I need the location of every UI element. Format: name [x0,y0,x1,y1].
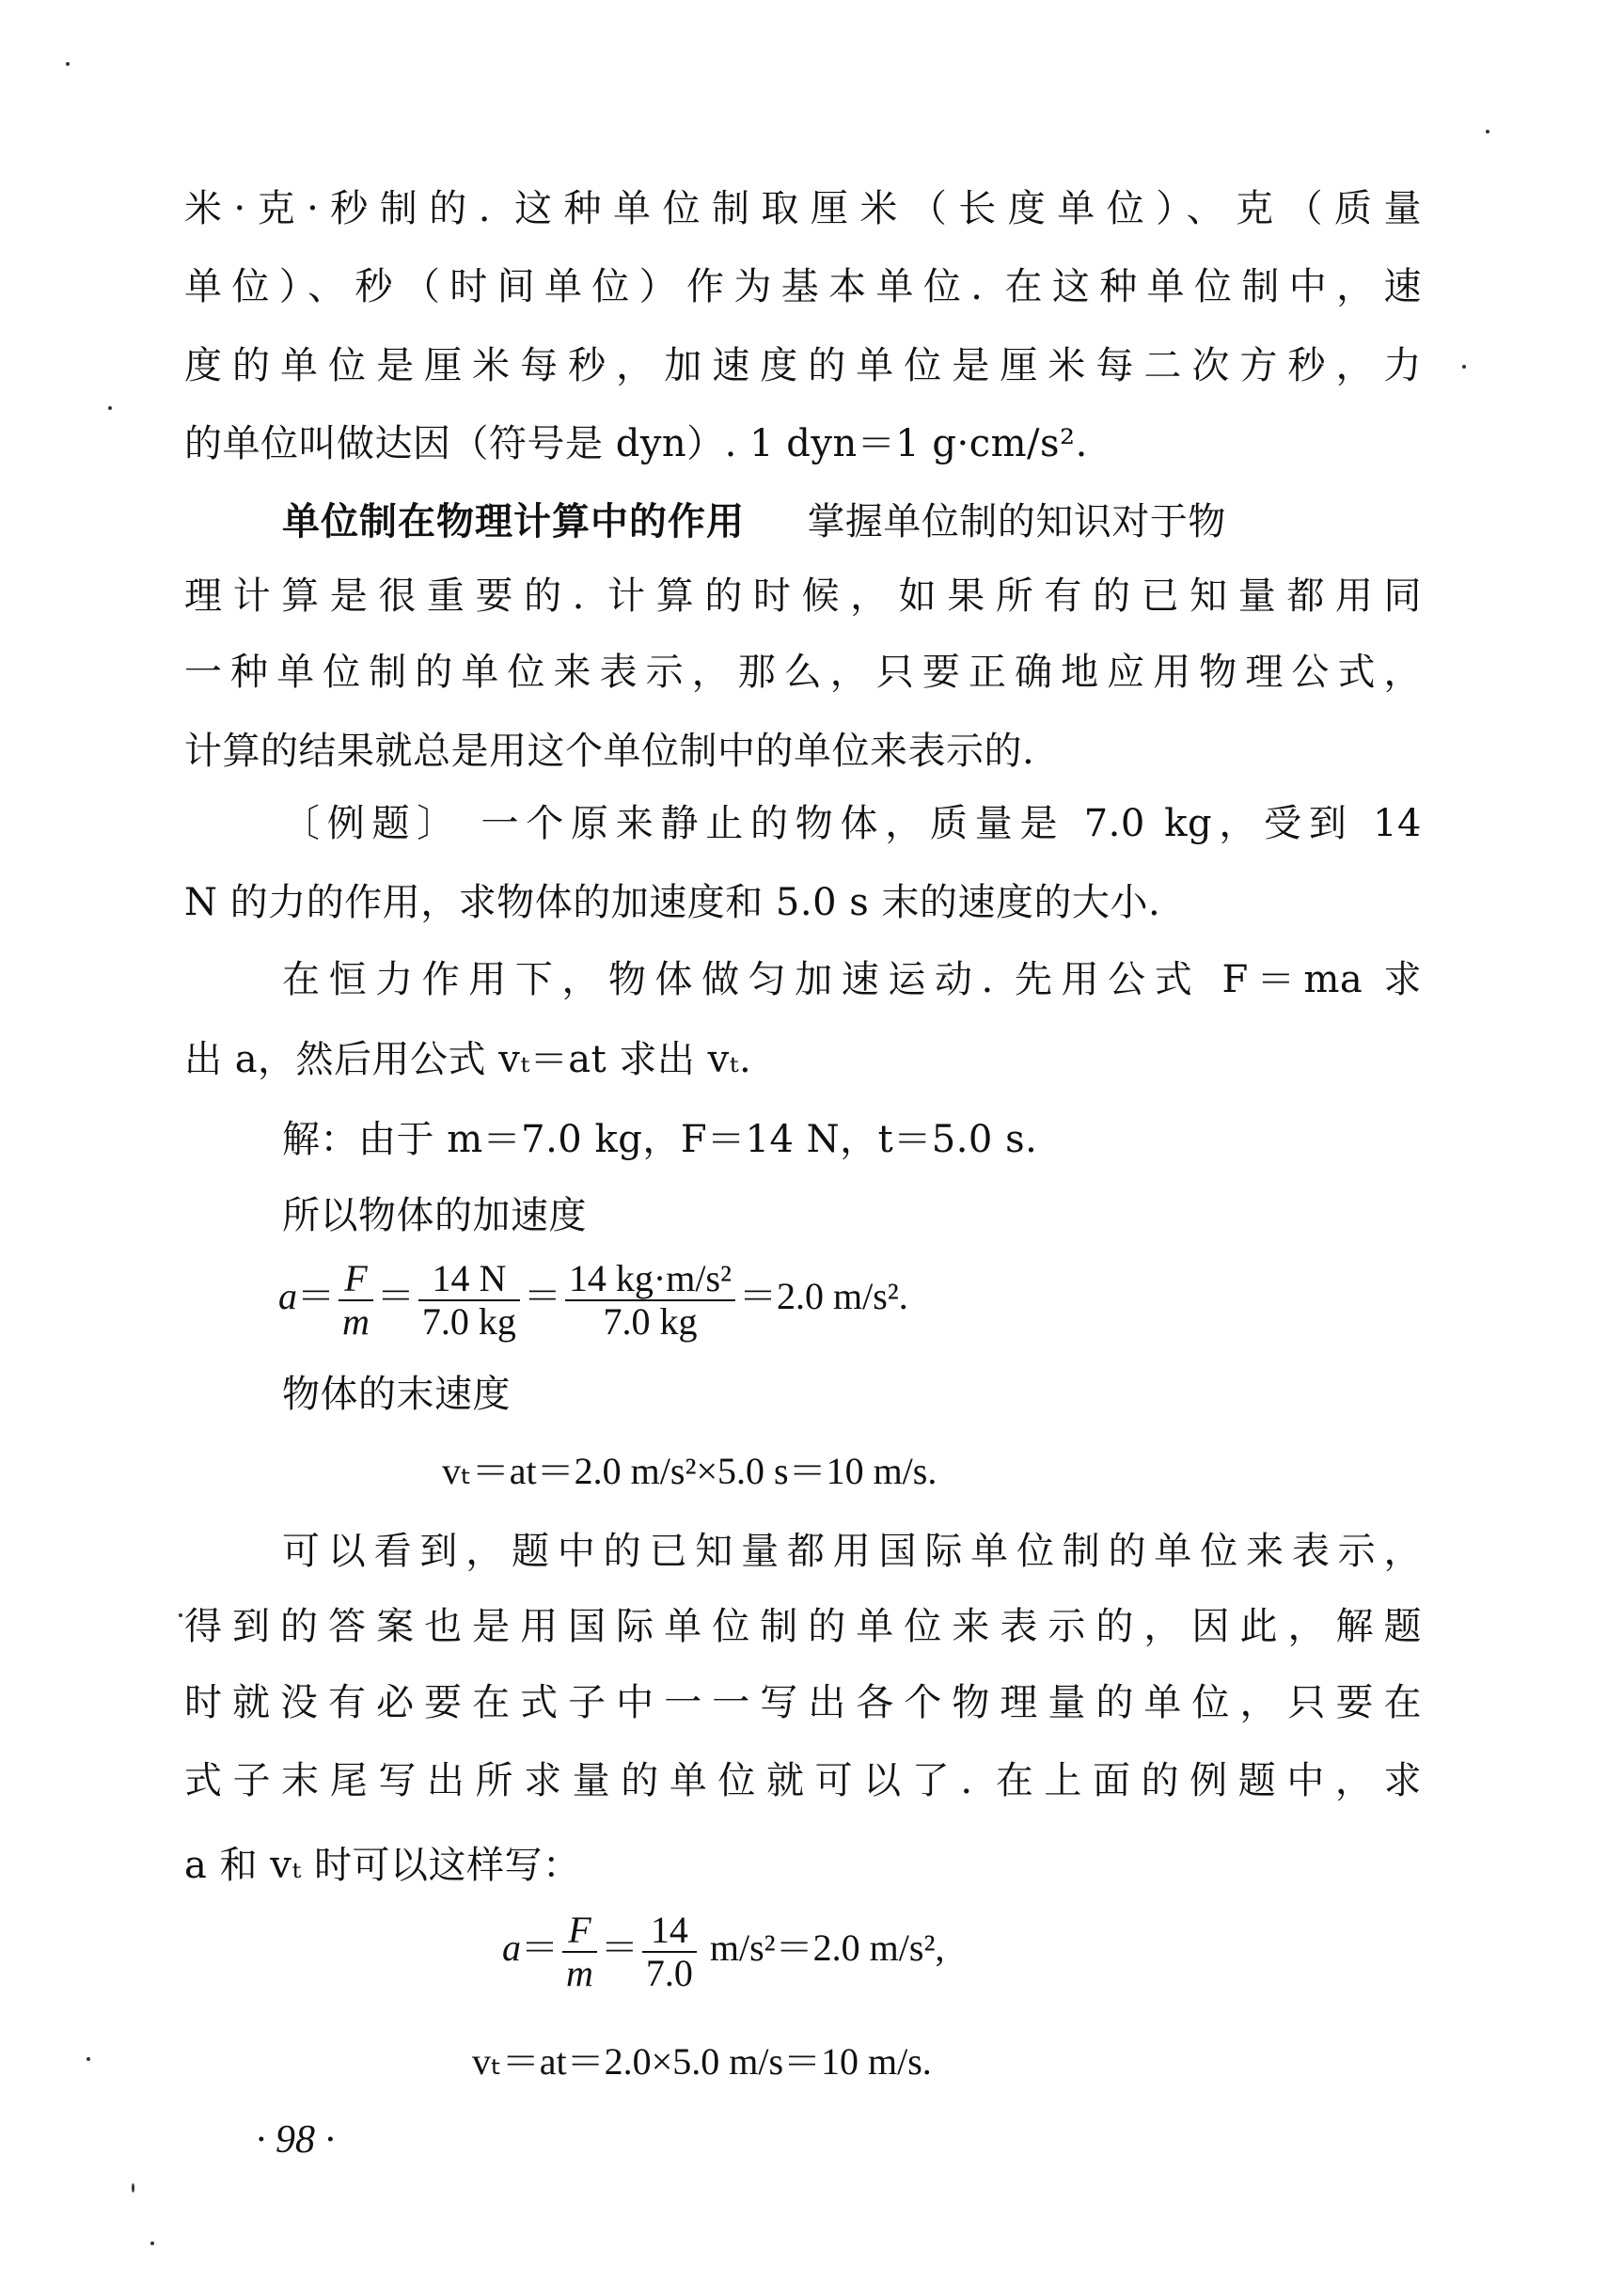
velocity-label: 物体的末速度 [282,1373,511,1416]
text-line: 出 a，然后用公式 vₜ＝at 求出 vₜ. [184,1038,752,1081]
text-line: 式子末尾写出所求量的单位就可以了. 在上面的例题中，求 [184,1759,1422,1802]
text-line: 单位）、秒（时间单位）作为基本单位. 在这种单位制中，速 [184,265,1422,308]
text-line: 可以看到，题中的已知量都用国际单位制的单位来表示， [282,1530,1422,1573]
text-line: 得到的答案也是用国际单位制的单位来表示的，因此，解题 [184,1605,1422,1648]
section-heading: 单位制在物理计算中的作用 [282,500,745,543]
eq-result: 2.0 m/s². [777,1275,908,1318]
scan-speck [1462,365,1466,369]
text-line: 米·克·秒制的. 这种单位制取厘米（长度单位）、克（质量 [184,187,1422,230]
solution-given: 解：由于 m＝7.0 kg，F＝14 N，t＝5.0 s. [282,1118,1038,1161]
text-line: a 和 vₜ 时可以这样写： [184,1844,581,1887]
example-line: 〔例题〕 一个原来静止的物体，质量是 7.0 kg，受到 14 [282,802,1422,845]
scan-speck [1486,130,1489,134]
text-line: 在恒力作用下，物体做匀加速运动. 先用公式 F＝ma 求 [282,958,1422,1001]
acceleration-label: 所以物体的加速度 [282,1194,587,1237]
acceleration-equation: a＝ $\frac{F}{m}$ ＝ $\frac{14 N}{7.0 kg}$ ＝ $\frac{\text{14 kg·m/s²}}{7.0 kg}$ ＝2.0 m/s². [278,1257,908,1343]
text-line: 一种单位制的单位来表示，那么，只要正确地应用物理公式， [184,651,1422,694]
shortform-velocity-equation: vₜ＝at＝2.0×5.0 m/s＝10 m/s. [472,2040,932,2083]
page-number: · 98 · [256,2118,335,2162]
scan-speck [179,1613,182,1617]
scan-speck [108,406,112,410]
text-line: 时就没有必要在式子中一一写出各个物理量的单位，只要在 [184,1681,1422,1724]
text-line: 理计算是很重要的. 计算的时候，如果所有的已知量都用同 [184,574,1422,618]
fraction: $\frac{\text{14 kg·m/s²}}{7.0 kg}$ [565,1258,735,1343]
text-line: 的单位叫做达因（符号是 dyn）. 1 dyn＝1 g·cm/s². [184,422,1088,465]
fraction: $\frac{14}{7.0}$ [642,1910,697,1994]
text-line: 计算的结果就总是用这个单位制中的单位来表示的. [184,730,1035,773]
fraction: $\frac{14 N}{7.0 kg}$ [418,1258,520,1343]
scan-speck [132,2183,134,2193]
eq-lhs: a [278,1275,297,1318]
scan-speck [87,2057,90,2061]
section-line [282,495,1422,548]
fraction: $\frac{F}{m}$ [339,1258,373,1343]
text-line: N 的力的作用，求物体的加速度和 5.0 s 末的速度的大小. [184,881,1161,924]
velocity-equation: vₜ＝at＝2.0 m/s²×5.0 s＝10 m/s. [442,1450,937,1492]
fraction: $\frac{F}{m}$ [562,1910,597,1994]
shortform-acceleration-equation: a＝ $\frac{F}{m}$ ＝ $\frac{14}{7.0}$ m/s²＝2.0 m/s², [502,1909,945,1994]
scan-speck [150,2241,154,2245]
scan-speck [66,62,70,66]
text-span: 掌握单位制的知识对于物 [807,500,1226,543]
text-line: 度的单位是厘米每秒，加速度的单位是厘米每二次方秒，力 [184,344,1422,387]
